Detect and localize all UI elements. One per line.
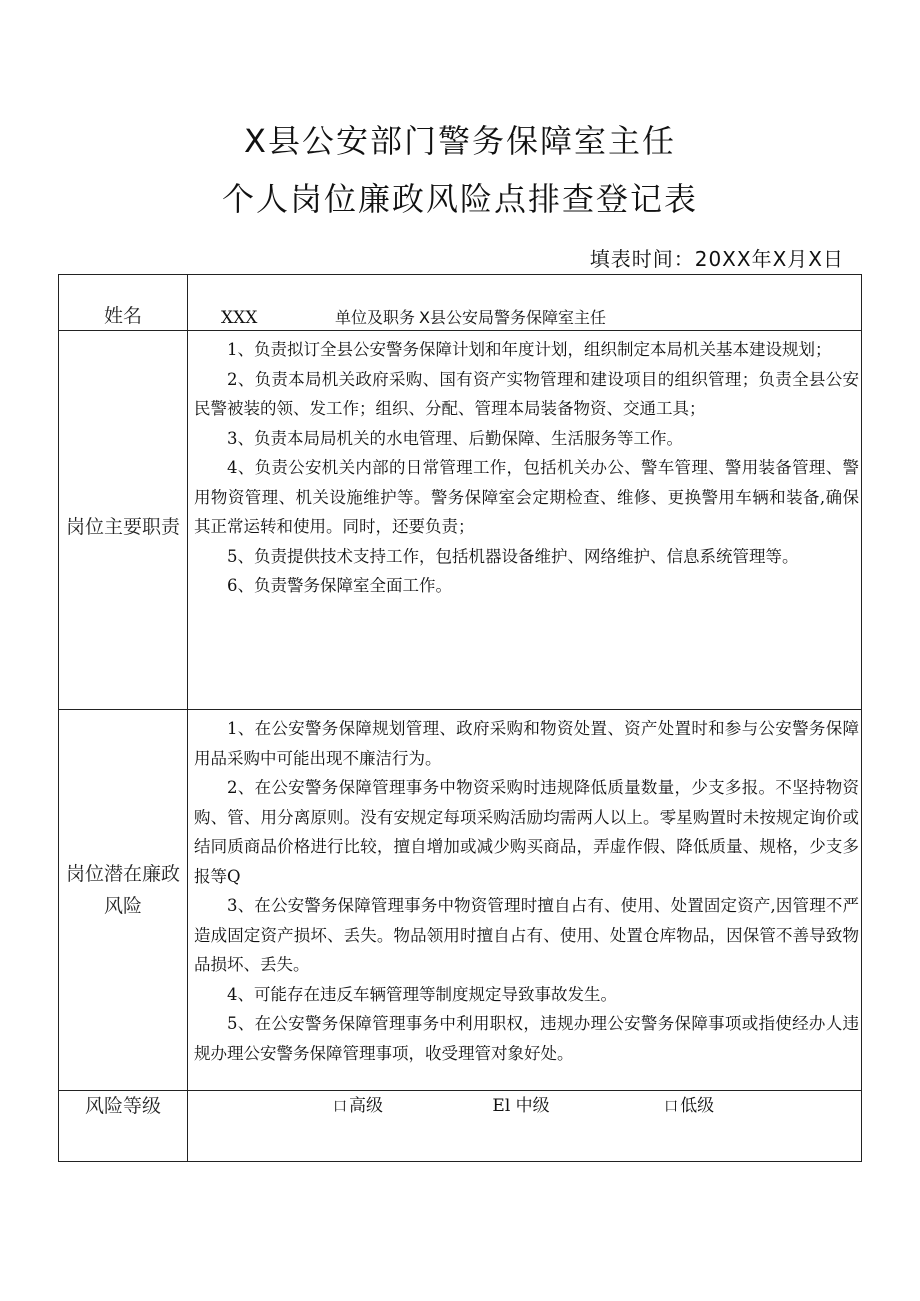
risk-level-medium-option[interactable] <box>492 1091 549 1116</box>
duties-list <box>188 331 861 601</box>
risk-level-low-text: 低级 <box>680 1096 715 1116</box>
risk-registration-table <box>58 274 862 1162</box>
name-unit-cell <box>188 275 862 331</box>
name-value: XXX <box>221 308 258 328</box>
risk-level-label: 风险等级 <box>59 1091 188 1162</box>
risk-level-medium-text: 中级 <box>515 1096 550 1116</box>
risk-level-options <box>188 1091 862 1162</box>
risk-item: 2、在公安警务保障管理事务中物资采购时违规降低质量数量，少支多报。不坚持物资购、管、用分离原则。没有安规定每项采购活励均需两人以上。零星购置时未按规定询价或结同质商品价格进行比较，擅自增加或减少购买商品，弄虚作假、降低质量、规格，少支多报等Q <box>194 778 859 886</box>
risk-level-high-checkbox[interactable]: 口 <box>333 1099 347 1115</box>
risk-level-high-text: 高级 <box>349 1096 383 1116</box>
risk-level-medium-checkbox[interactable]: El <box>492 1096 511 1116</box>
risk-item: 1、在公安警务保障规划管理、政府采购和物资处置、资产处置时和参与公安警务保障用品采购中可能出现不廉洁行为。 <box>194 719 859 768</box>
form-title-line-1: X县公安部门警务保障室主任 <box>244 122 676 160</box>
name-label: 姓名 <box>59 275 188 331</box>
duties-label: 岗位主要职责 <box>59 331 188 710</box>
unit-value: X县公安局警务保障室主任 <box>419 308 606 327</box>
fill-date: 填表时间：20XX年X月X日 <box>589 247 844 271</box>
risk-level-row <box>59 1091 862 1162</box>
risks-label: 岗位潜在廉政风险 <box>59 710 188 1091</box>
duties-row <box>59 331 862 710</box>
risk-item: 5、在公安警务保障管理事务中利用职权，违规办理公安警务保障事项或指使经办人违规办理公安警务保障管理事项，收受理管对象好处。 <box>194 1014 859 1063</box>
duty-item: 5、负责提供技术支持工作，包括机器设备维护、网络维护、信息系统管理等。 <box>227 546 799 566</box>
name-row <box>59 275 862 331</box>
risks-cell <box>188 710 862 1091</box>
risk-level-low-option[interactable] <box>664 1091 714 1116</box>
risks-row <box>59 710 862 1091</box>
duty-item: 4、负责公安机关内部的日常管理工作，包括机关办公、警车管理、警用装备管理、警用物资管理、机关设施维护等。警务保障室会定期检查、维修、更换警用车辆和装备,确保其正常运转和使用。同时，还要负责； <box>194 458 859 536</box>
unit-label: 单位及职务 <box>335 308 416 327</box>
form-title-line-2: 个人岗位廉政风险点排查登记表 <box>221 180 698 218</box>
duty-item: 1、负责拟订全县公安警务保障计划和年度计划，组织制定本局机关基本建设规划； <box>227 340 832 359</box>
duties-cell <box>188 331 862 710</box>
risk-level-high-option[interactable] <box>333 1091 383 1116</box>
risk-item: 3、在公安警务保障管理事务中物资管理时擅自占有、使用、处置固定资产,因管理不严造成固定资产损坏、丢失。物品领用时擅自占有、使用、处置仓库物品，因保管不善导致物品损坏、丢失。 <box>194 896 859 974</box>
risk-item: 4、可能存在违反车辆管理等制度规定导致事故发生。 <box>227 984 617 1004</box>
duty-item: 3、负责本局局机关的水电管理、后勤保障、生活服务等工作。 <box>227 428 683 448</box>
duty-item: 6、负责警务保障室全面工作。 <box>227 576 452 595</box>
risk-level-low-checkbox[interactable]: 口 <box>664 1099 679 1115</box>
risks-list <box>188 710 861 1068</box>
duty-item: 2、负责本局机关政府采购、国有资产实物管理和建设项目的组织管理；负责全县公安民警被装的领、发工作；组织、分配、管理本局装备物资、交通工具； <box>194 369 859 418</box>
